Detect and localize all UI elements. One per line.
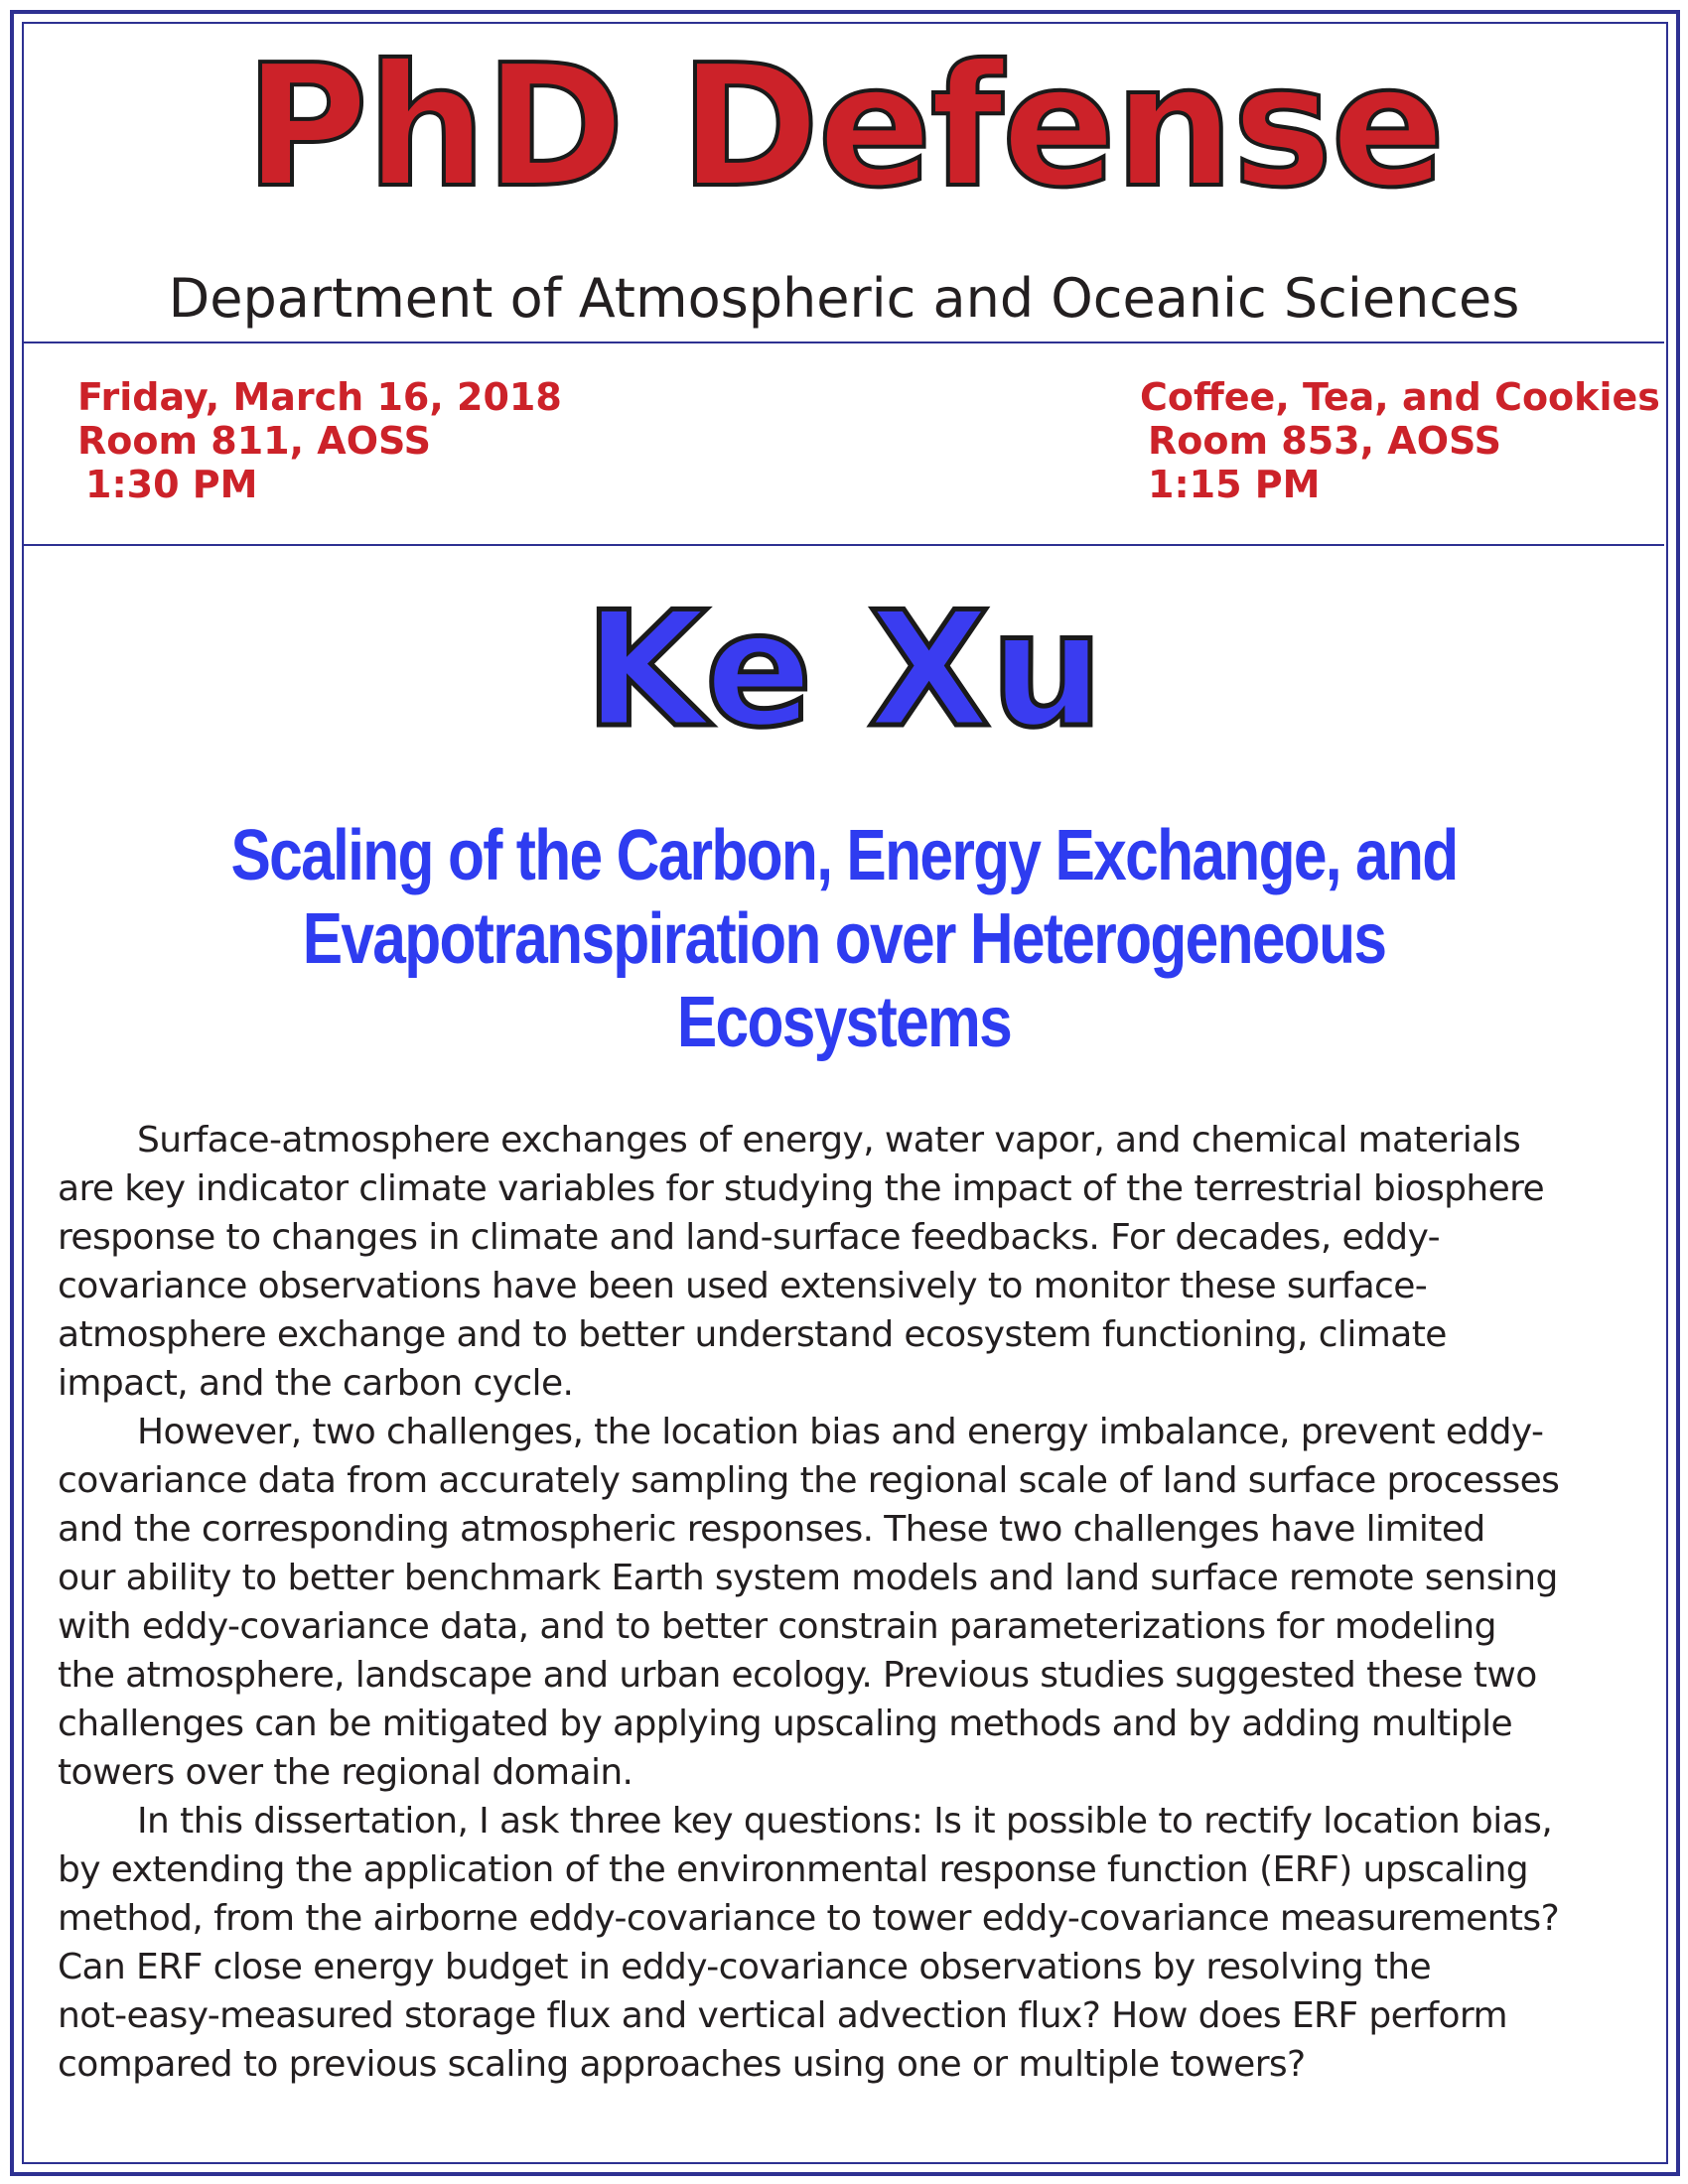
thesis-title-line: Scaling of the Carbon, Energy Exchange, and xyxy=(230,816,1458,895)
abstract-paragraph-3 xyxy=(58,1797,1656,2089)
abstract-line: Surface-atmosphere exchanges of energy, water vapor, and chemical materials xyxy=(137,1120,1521,1160)
abstract-line: challenges can be mitigated by applying upscaling methods and by adding multiple xyxy=(58,1704,1513,1744)
defense-room: Room 811, AOSS xyxy=(77,419,432,463)
abstract-line: the atmosphere, landscape and urban ecology. Previous studies suggested these two xyxy=(58,1655,1537,1696)
abstract-line: compared to previous scaling approaches using one or multiple towers? xyxy=(58,2044,1306,2085)
reception-info xyxy=(1140,375,1660,506)
abstract-line: not-easy-measured storage flux and vertical advection flux? How does ERF perform xyxy=(58,1995,1507,2036)
thesis-title xyxy=(202,814,1486,1064)
thesis-title-line: Ecosystems xyxy=(676,983,1012,1062)
abstract-line: towers over the regional domain. xyxy=(58,1752,633,1793)
abstract-paragraph-1 xyxy=(58,1116,1656,1408)
abstract-line: impact, and the carbon cycle. xyxy=(58,1363,574,1404)
abstract-line: In this dissertation, I ask three key questions: Is it possible to rectify location bias, xyxy=(137,1801,1553,1842)
divider-bottom xyxy=(24,544,1664,546)
divider-top xyxy=(24,341,1664,343)
abstract xyxy=(58,1116,1656,2089)
abstract-line: response to changes in climate and land-surface feedbacks. For decades, eddy- xyxy=(58,1217,1441,1258)
reception-time: 1:15 PM xyxy=(1148,463,1321,506)
abstract-paragraph-2 xyxy=(58,1408,1656,1797)
defense-date: Friday, March 16, 2018 xyxy=(77,375,562,419)
abstract-line: covariance observations have been used extensively to monitor these surface- xyxy=(58,1266,1428,1306)
abstract-line: our ability to better benchmark Earth system models and land surface remote sensing xyxy=(58,1558,1558,1598)
poster-title: PhD Defense xyxy=(244,29,1444,225)
abstract-line: are key indicator climate variables for studying the impact of the terrestrial biosphere xyxy=(58,1168,1545,1209)
speaker-name: Ke Xu xyxy=(584,577,1104,762)
defense-info xyxy=(77,375,562,506)
abstract-line: atmosphere exchange and to better understand ecosystem functioning, climate xyxy=(58,1314,1447,1355)
reception-title: Coffee, Tea, and Cookies xyxy=(1140,375,1660,419)
abstract-line: Can ERF close energy budget in eddy-covariance observations by resolving the xyxy=(58,1947,1432,1987)
abstract-line: by extending the application of the environmental response function (ERF) upscaling xyxy=(58,1849,1529,1890)
reception-room: Room 853, AOSS xyxy=(1148,419,1502,463)
abstract-line: However, two challenges, the location bias and energy imbalance, prevent eddy- xyxy=(137,1412,1544,1452)
abstract-line: covariance data from accurately sampling the regional scale of land surface processes xyxy=(58,1460,1560,1501)
abstract-line: method, from the airborne eddy-covariance to tower eddy-covariance measurements? xyxy=(58,1898,1560,1939)
thesis-title-line: Evapotranspiration over Heterogeneous xyxy=(302,899,1386,979)
department-name: Department of Atmospheric and Oceanic Sciences xyxy=(168,267,1520,330)
abstract-line: with eddy-covariance data, and to better constrain parameterizations for modeling xyxy=(58,1606,1496,1647)
abstract-line: and the corresponding atmospheric responses. These two challenges have limited xyxy=(58,1509,1485,1550)
defense-time: 1:30 PM xyxy=(85,463,258,506)
